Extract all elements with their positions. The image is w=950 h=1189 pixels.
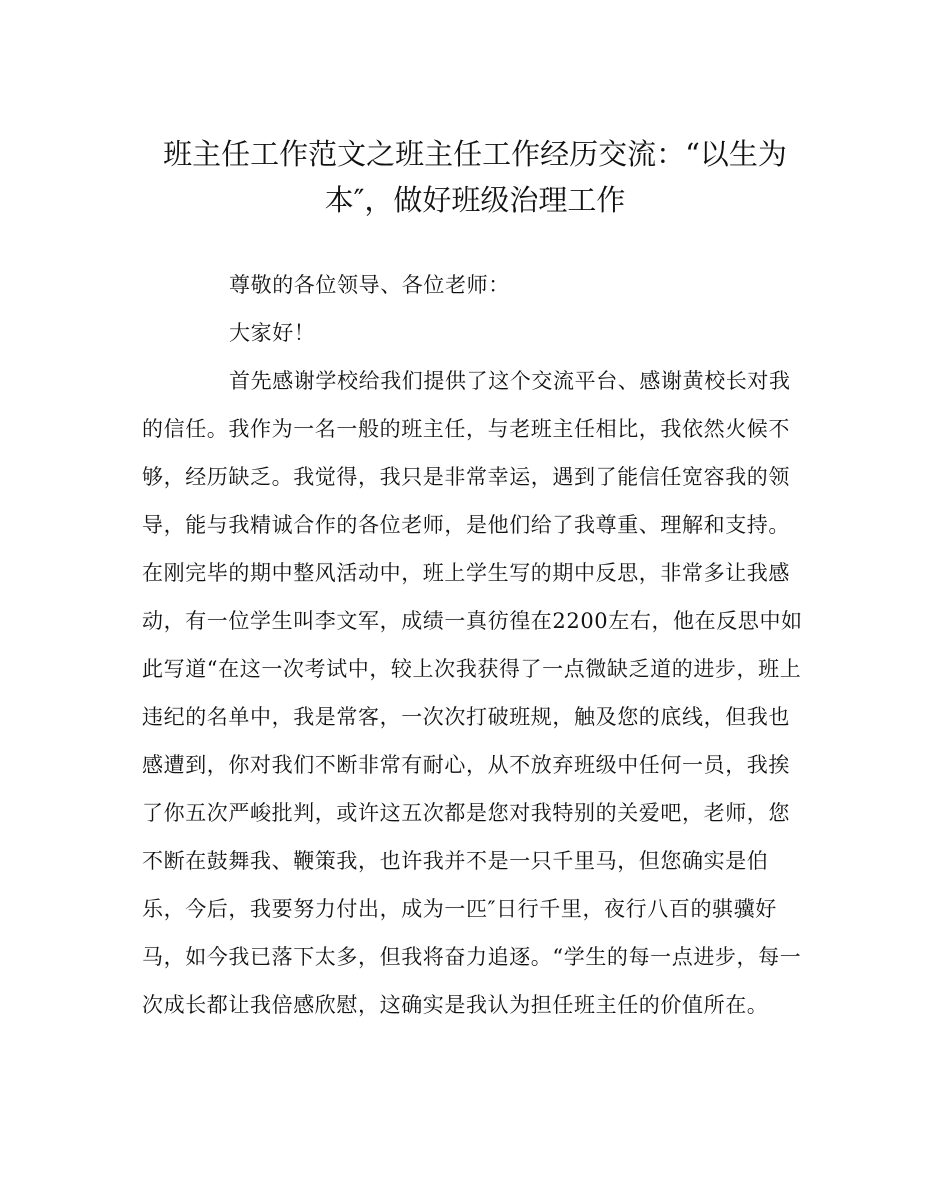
salutation: 尊敬的各位领导、各位老师： [229,273,510,297]
body-line: 乐，今后，我要努力付出，成为一匹″日行千里，夜行八百的骐骥好 [142,897,777,921]
body-line: 的信任。我作为一名一般的班主任，与老班主任相比，我依然火候不 [142,417,790,441]
body-line: 了你五次严峻批判，或许这五次都是您对我特别的关爱吧，老师，您 [142,801,790,825]
greeting: 大家好！ [229,321,316,345]
body-line: 动，有一位学生叫李文军，成绩一真彷徨在2200左右，他在反思中如 [142,609,803,633]
title-line-2: 本″，做好班级治理工作 [324,183,626,217]
body-line: 够，经历缺乏。我觉得，我只是非常幸运，遇到了能信任宽容我的领 [142,465,790,489]
body-line: 马，如今我已落下太多，但我将奋力追逐。“学生的每一点进步，每一 [142,945,802,969]
body-line: 导，能与我精诚合作的各位老师，是他们给了我尊重、理解和支持。 [142,513,790,537]
body-line: 此写道“在这一次考试中，较上次我获得了一点微缺乏道的进步，班上 [142,657,802,681]
body-line: 不断在鼓舞我、鞭策我，也许我并不是一只千里马，但您确实是伯 [142,849,769,873]
body-line: 在刚完毕的期中整风活动中，班上学生写的期中反思，非常多让我感 [142,561,790,585]
body-line: 感遭到，你对我们不断非常有耐心，从不放弃班级中任何一员，我挨 [142,753,790,777]
body-line: 违纪的名单中，我是常客，一次次打破班规，触及您的底线，但我也 [142,705,790,729]
body-line: 次成长都让我倍感欣慰，这确实是我认为担任班主任的价值所在。 [142,993,769,1017]
body-line: 首先感谢学校给我们提供了这个交流平台、感谢黄校长对我 [229,369,791,393]
title-line-1: 班主任工作范文之班主任工作经历交流：“以生为 [163,137,787,171]
